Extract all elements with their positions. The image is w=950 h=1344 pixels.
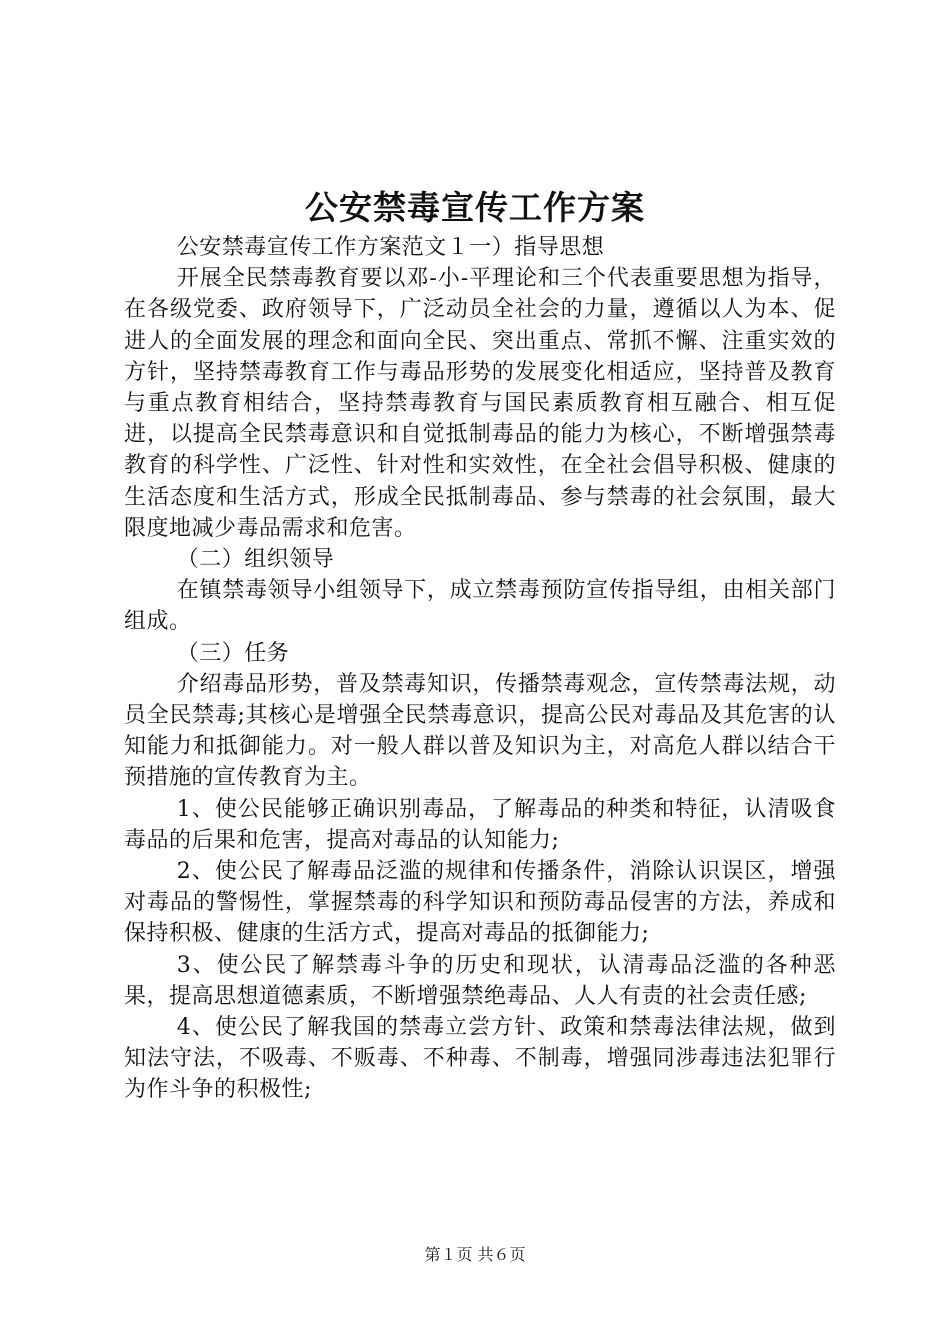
list-item-2: 2、使公民了解毒品泛滥的规律和传播条件，消除认识误区，增强对毒品的警惕性，掌握禁毒的科学知识和预防毒品侵害的方法，养成和保持积极、健康的生活方式，提高对毒品的抵御能力; — [124, 859, 836, 947]
paragraph-organization: 在镇禁毒领导小组领导下，成立禁毒预防宣传指导组，由相关部门组成。 — [124, 578, 836, 635]
paragraph-guiding-thought: 开展全民禁毒教育要以邓-小-平理论和三个代表重要思想为指导，在各级党委、政府领导下，广泛动员全社会的力量，遵循以人为本、促进人的全面发展的理念和面向全民、突出重点、常抓不懈、注重实效的方针，坚持禁毒教育工作与毒品形势的发展变化相适应，坚持普及教育与重点教育相结合，坚持禁毒教育与国民素质教育相互融合、相互促进，以提高全民禁毒意识和自觉抵制毒品的能力为核心，不断增强禁毒教育的科学性、广泛性、针对性和实效性，在全社会倡导积极、健康的生活态度和生活方式，形成全民抵制毒品、参与禁毒的社会氛围，最大限度地减少毒品需求和危害。 — [124, 266, 836, 541]
paragraph-intro: 公安禁毒宣传工作方案范文１一）指导思想 — [176, 235, 605, 260]
list-item-3: 3、使公民了解禁毒斗争的历史和现状，认清毒品泛滥的各种恶果，提高思想道德素质，不断增强禁绝毒品、人人有责的社会责任感; — [124, 952, 836, 1009]
section-heading-tasks: （三）任务 — [176, 640, 290, 666]
section-heading-organization: （二）组织领导 — [176, 547, 335, 573]
document-title: 公安禁毒宣传工作方案 — [305, 188, 645, 227]
list-item-4: 4、使公民了解我国的禁毒立尝方针、政策和禁毒法律法规，做到知法守法，不吸毒、不贩毒、不种毒、不制毒，增强同涉毒违法犯罪行为作斗争的积极性; — [124, 1015, 836, 1103]
list-item-1: 1、使公民能够正确识别毒品，了解毒品的种类和特征，认清吸食毒品的后果和危害，提高对毒品的认知能力; — [124, 796, 836, 853]
document-body — [124, 232, 836, 1106]
page-number: 第１页 共６页 — [424, 1245, 526, 1264]
paragraph-tasks: 介绍毒品形势，普及禁毒知识，传播禁毒观念，宣传禁毒法规，动员全民禁毒;其核心是增强全民禁毒意识，提高公民对毒品及其危害的认知能力和抵御能力。对一般人群以普及知识为主，对高危人群以结合干预措施的宣传教育为主。 — [124, 671, 836, 791]
